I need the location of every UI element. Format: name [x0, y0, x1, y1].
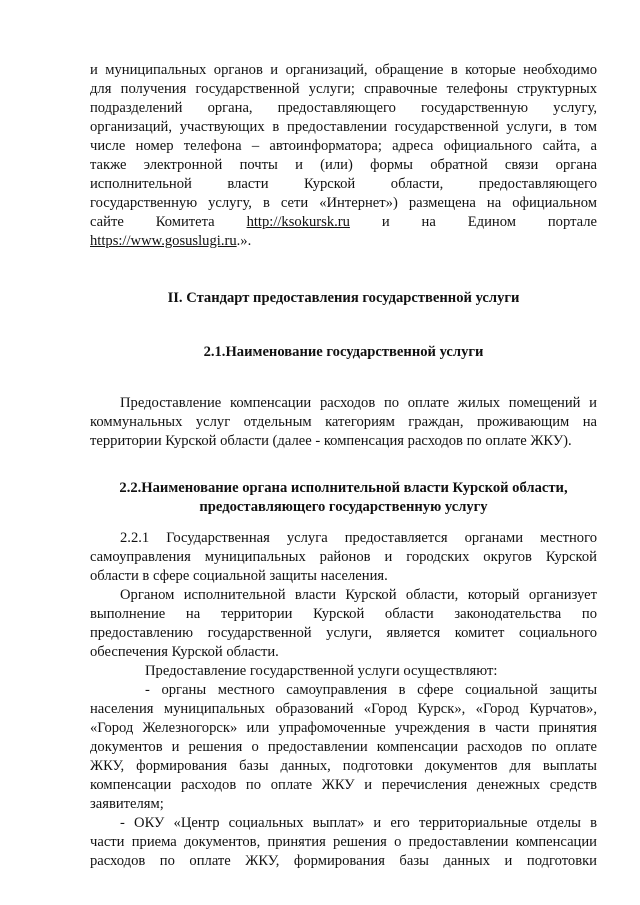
text-line: «Город Железногорск» или упрафомоченные учреждения в части принятия: [90, 720, 597, 736]
text-line: документов и решения о предоставлении компенсации расходов по оплате: [90, 739, 597, 755]
text-line: государственную услугу, в сети «Интернет») размещена на официальном: [90, 195, 597, 211]
service-name-paragraph: [90, 394, 597, 451]
text-line: обеспечения Курской области.: [90, 644, 279, 660]
text-line: предоставлению государственной услуги, является комитет социального: [90, 625, 597, 641]
text-line: числе номер телефона – автоинформатора; адреса официального сайта, а: [90, 138, 597, 154]
text-line: - органы местного самоуправления в сфере социальной защиты: [145, 682, 597, 698]
text-line: территории Курской области (далее - компенсация расходов по оплате ЖКУ).: [90, 433, 572, 449]
title-line: 2.2.Наименование органа исполнительной власти Курской области,: [119, 480, 568, 496]
text-line: [90, 213, 597, 232]
text-line: 2.2.1 Государственная услуга предоставляется органами местного: [120, 530, 597, 546]
text-line: Органом исполнительной власти Курской области, который организует: [120, 587, 597, 603]
text-line: также электронной почты и (или) формы обратной связи органа: [90, 157, 597, 173]
text-line: части приема документов, принятия решения о предоставлении компенсации: [90, 834, 597, 850]
gosuslugi-link[interactable]: https://www.gosuslugi.ru: [90, 233, 237, 249]
list-item: [90, 814, 597, 871]
text-line: области в сфере социальной защиты населения.: [90, 568, 388, 584]
text-line: Предоставление государственной услуги осуществляют:: [145, 663, 498, 679]
paragraph-2-2-1: [90, 529, 597, 586]
text-line: Предоставление компенсации расходов по оплате жилых помещений и: [120, 395, 597, 411]
providers-intro: [90, 662, 597, 681]
section-title: II. Стандарт предоставления государственной услуги: [167, 290, 520, 306]
committee-site-link[interactable]: http://ksokursk.ru: [246, 214, 350, 230]
text-line: [90, 232, 597, 251]
text-line: организаций, участвующих в предоставлении государственной услуги, в том: [90, 119, 597, 135]
subsection-title-2-1: 2.1.Наименование государственной услуги: [203, 344, 484, 360]
text-line: - ОКУ «Центр социальных выплат» и его территориальные отделы в: [120, 815, 597, 831]
intro-paragraph: [90, 61, 597, 251]
text-line: выполнение на территории Курской области законодательства по: [90, 606, 597, 622]
subsection-title-2-2: [90, 479, 597, 517]
closing-quote: .».: [236, 233, 252, 249]
text-line: расходов по оплате ЖКУ, формирования базы данных и подготовки: [90, 853, 597, 869]
text-line: коммунальных услуг отдельным категориям граждан, проживающим на: [90, 414, 597, 430]
text-line: заявителям;: [90, 796, 164, 812]
site-label: сайте Комитета: [90, 214, 247, 230]
authority-paragraph: [90, 586, 597, 662]
text-line: и муниципальных органов и организаций, обращение в которые необходимо: [90, 62, 597, 78]
text-line: ЖКУ, формирования базы данных, подготовки документов для выплаты: [90, 758, 597, 774]
text-line: населения муниципальных образований «Город Курск», «Город Курчатов»,: [90, 701, 597, 717]
text-line: самоуправления муниципальных районов и городских округов Курской: [90, 549, 597, 565]
portal-label: и на Едином портале: [349, 214, 597, 230]
text-line: исполнительной власти Курской области, предоставляющего: [90, 176, 597, 192]
text-line: компенсации расходов по оплате ЖКУ и перечисления денежных средств: [90, 777, 597, 793]
list-item: [90, 681, 597, 814]
text-line: для получения государственной услуги; справочные телефоны структурных: [90, 81, 597, 97]
title-line: предоставляющего государственную услугу: [199, 499, 488, 515]
text-line: подразделений органа, предоставляющего государственную услугу,: [90, 100, 597, 116]
